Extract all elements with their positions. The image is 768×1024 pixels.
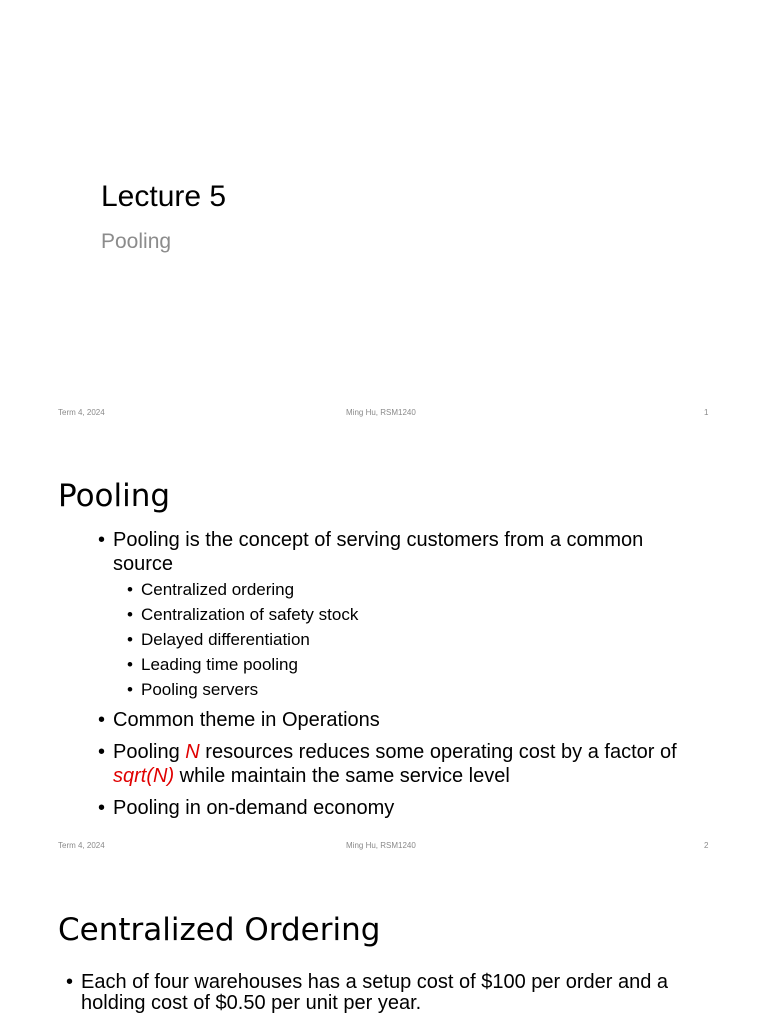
highlight-sqrt-n: sqrt(N): [113, 765, 175, 787]
sub-bullet-item: • Pooling servers: [127, 680, 698, 700]
slide-1: [0, 0, 768, 433]
footer-page-number: 1: [704, 408, 709, 417]
sub-bullet-list: [113, 580, 698, 700]
footer-author: Ming Hu, RSM1240: [346, 408, 416, 417]
sub-bullet-item: • Delayed differentiation: [127, 630, 698, 650]
slide-3: [0, 866, 768, 1024]
bullet-list: [66, 972, 686, 1020]
bullet-item: [98, 528, 698, 700]
lecture-title: Lecture 5: [101, 180, 227, 213]
bullet-item: • Each of four warehouses has a setup cost of $100 per order and a holding cost of $0.50 per unit per year.: [66, 972, 686, 1014]
bullet-text-part: while maintain the same service level: [174, 765, 510, 787]
bullet-text-part: Pooling: [113, 741, 186, 763]
sub-bullet-item: • Centralization of safety stock: [127, 605, 698, 625]
sub-bullet-item: • Leading time pooling: [127, 655, 698, 675]
bullet-item: • Pooling in on-demand economy: [98, 796, 698, 820]
bullet-item: [98, 740, 698, 788]
bullet-text: Pooling is the concept of serving customers from a common source: [113, 529, 644, 575]
lecture-subtitle: Pooling: [101, 230, 172, 253]
bullet-item: • Common theme in Operations: [98, 708, 698, 732]
highlight-n: N: [185, 741, 200, 763]
bullet-text-part: resources reduces some operating cost by a factor of: [199, 741, 677, 763]
sub-bullet-item: • Centralized ordering: [127, 580, 698, 600]
footer-term: Term 4, 2024: [58, 841, 105, 850]
slide-2: [0, 433, 768, 866]
slide-title: Pooling: [58, 478, 171, 514]
slide-title: Centralized Ordering: [58, 912, 381, 948]
footer-page-number: 2: [704, 841, 709, 850]
footer-author: Ming Hu, RSM1240: [346, 841, 416, 850]
footer-term: Term 4, 2024: [58, 408, 105, 417]
bullet-list: [98, 528, 698, 828]
